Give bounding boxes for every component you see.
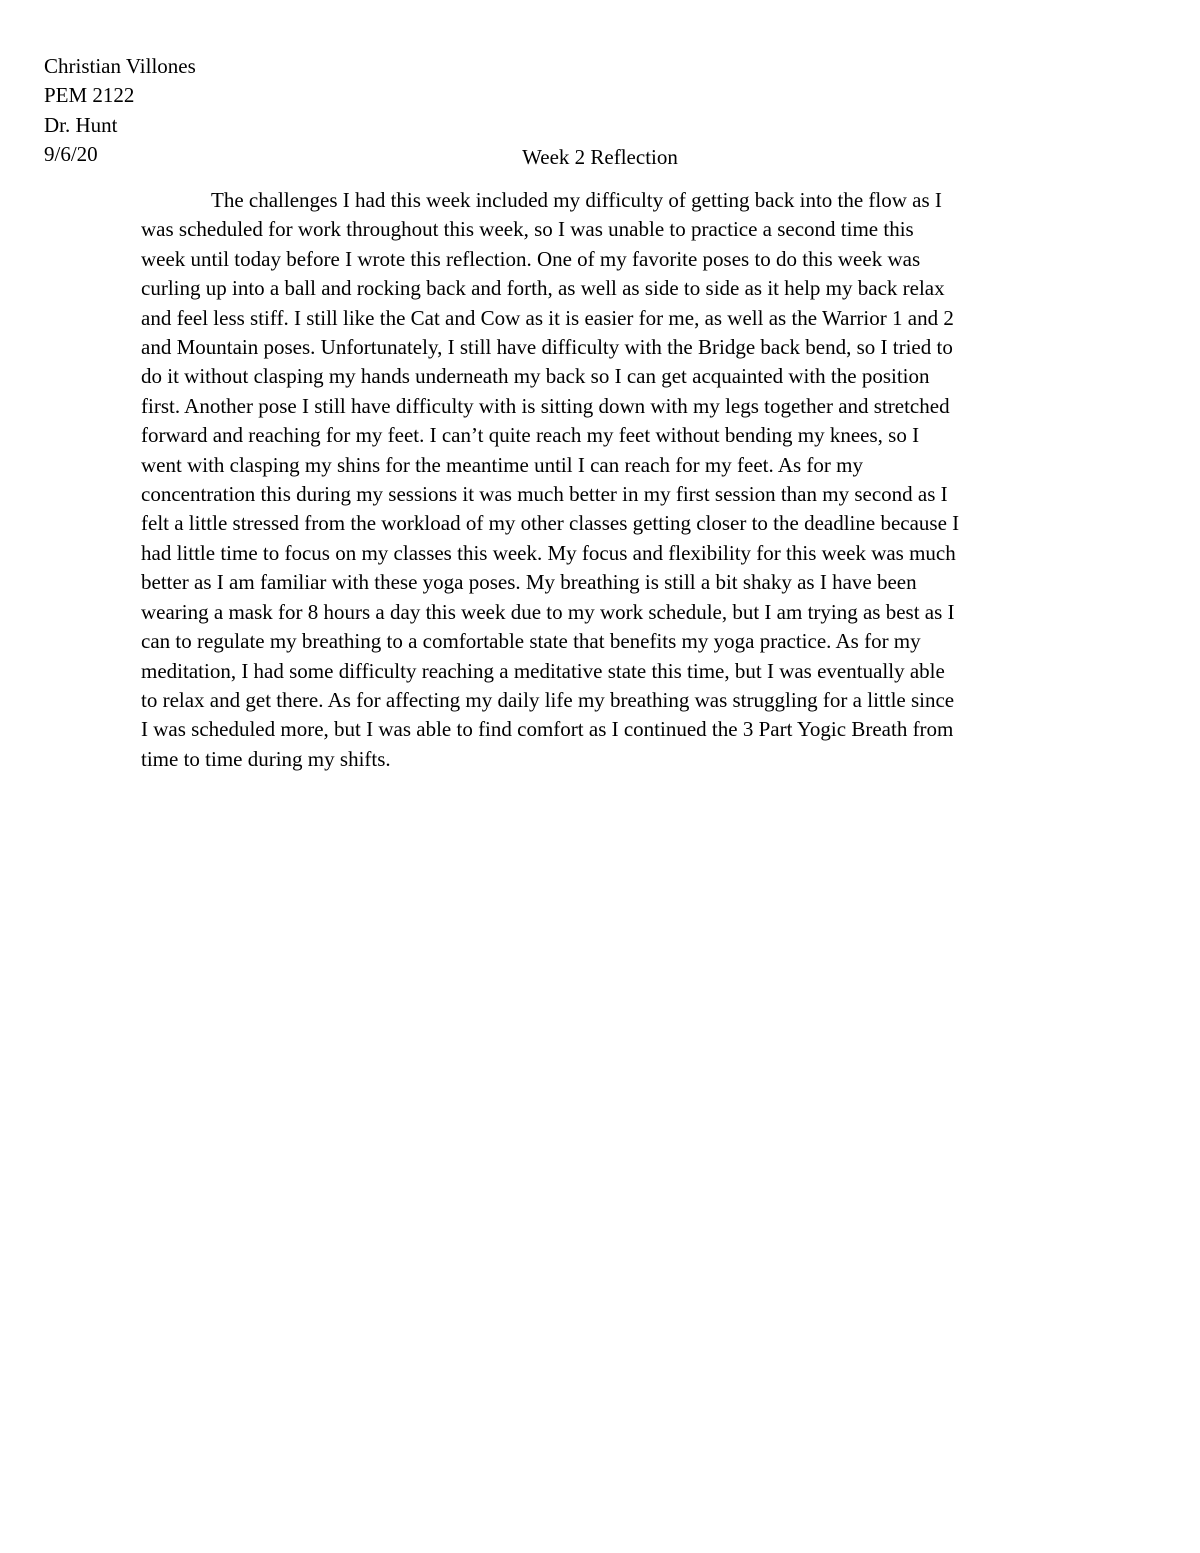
course-code: PEM 2122 — [44, 83, 135, 108]
document-title: Week 2 Reflection — [522, 145, 678, 169]
body-line: was scheduled for work throughout this week, so I was unable to practice a second time this — [141, 217, 914, 242]
reflection-body — [141, 186, 1066, 774]
body-line: week until today before I wrote this reflection. One of my favorite poses to do this week was — [141, 246, 921, 271]
document-date: 9/6/20 — [44, 142, 98, 167]
body-line: can to regulate my breathing to a comfortable state that benefits my yoga practice. As for my — [141, 629, 921, 654]
body-line: went with clasping my shins for the meantime until I can reach for my feet. As for my — [141, 452, 863, 477]
body-line: meditation, I had some difficulty reaching a meditative state this time, but I was eventually able — [141, 658, 945, 683]
body-line: felt a little stressed from the workload of my other classes getting closer to the deadline because I — [141, 511, 960, 536]
body-line: better as I am familiar with these yoga poses. My breathing is still a bit shaky as I have been — [141, 570, 917, 595]
body-line: do it without clasping my hands underneath my back so I can get acquainted with the position — [141, 364, 930, 389]
body-line: and feel less stiff. I still like the Cat and Cow as it is easier for me, as well as the Warrior 1 and 2 — [141, 305, 954, 330]
instructor-name: Dr. Hunt — [44, 112, 118, 137]
body-line: concentration this during my sessions it was much better in my first session than my second as I — [141, 482, 948, 507]
body-line: had little time to focus on my classes this week. My focus and flexibility for this week was much — [141, 540, 956, 565]
body-line: time to time during my shifts. — [141, 746, 391, 771]
body-line: to relax and get there. As for affecting my daily life my breathing was struggling for a little since — [141, 687, 955, 712]
body-line: I was scheduled more, but I was able to find comfort as I continued the 3 Part Yogic Breath from — [141, 717, 954, 742]
body-line: The challenges I had this week included my difficulty of getting back into the flow as I — [211, 188, 942, 212]
body-line: first. Another pose I still have difficulty with is sitting down with my legs together and stretched — [141, 393, 950, 418]
body-line: forward and reaching for my feet. I can’t quite reach my feet without bending my knees, so I — [141, 423, 920, 448]
student-name: Christian Villones — [44, 54, 196, 78]
body-line: wearing a mask for 8 hours a day this week due to my work schedule, but I am trying as best as I — [141, 599, 955, 624]
body-line: and Mountain poses. Unfortunately, I still have difficulty with the Bridge back bend, so I tried to — [141, 335, 953, 360]
body-line: curling up into a ball and rocking back and forth, as well as side to side as it help my back relax — [141, 276, 945, 301]
